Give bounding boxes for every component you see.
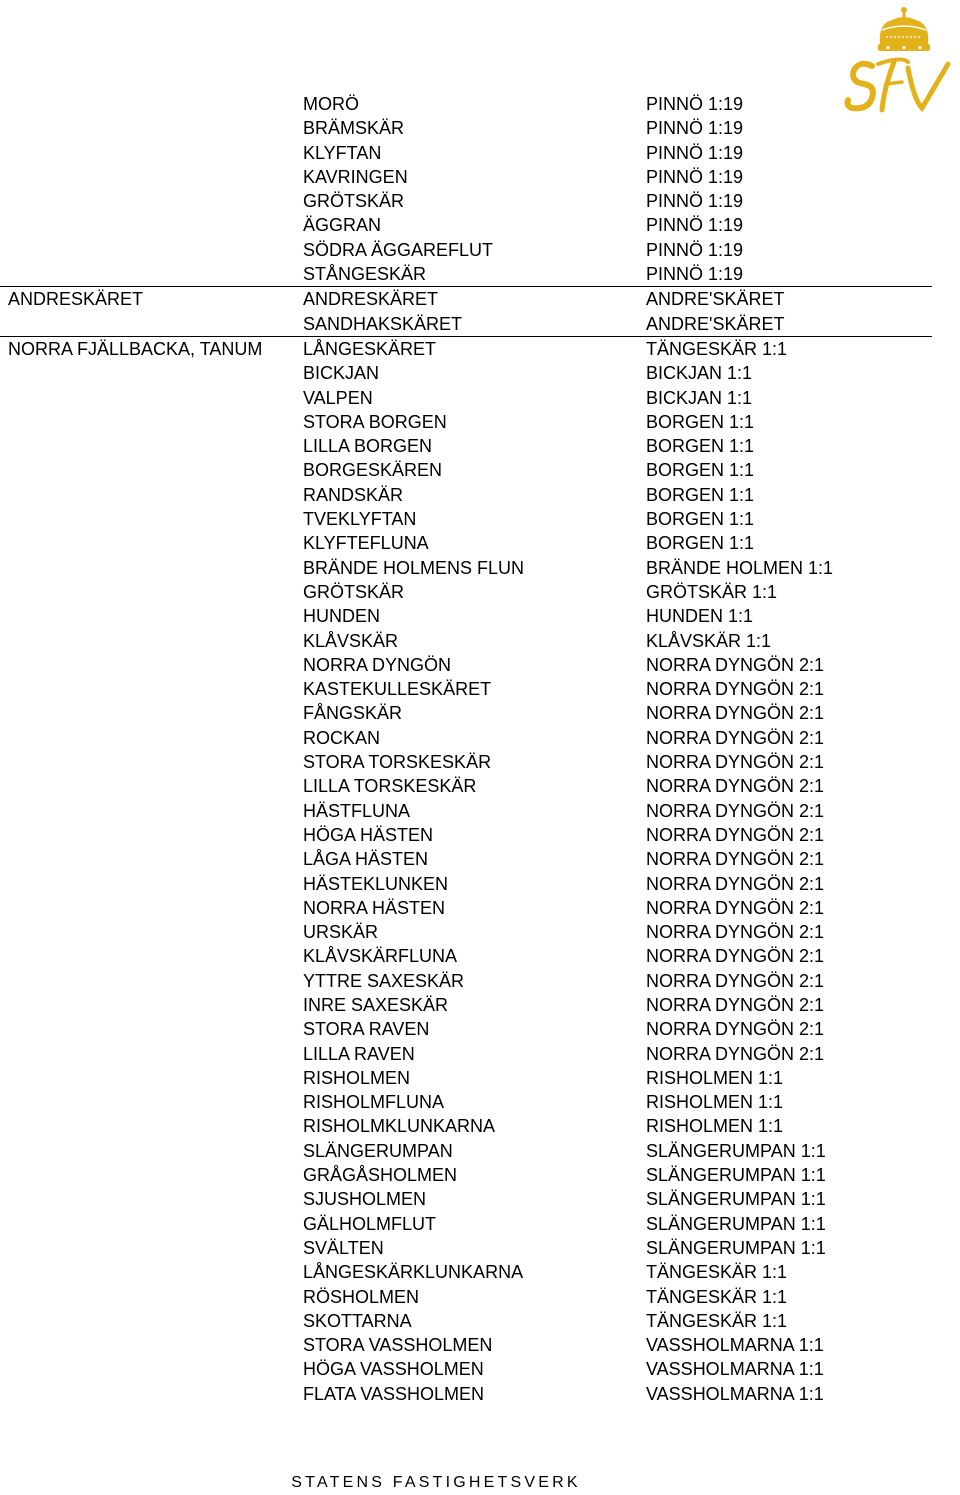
table-row	[0, 799, 932, 823]
property-cell: SLÄNGERUMPAN 1:1	[646, 1189, 826, 1210]
table-row	[0, 1382, 932, 1406]
property-cell: VASSHOLMARNA 1:1	[646, 1335, 824, 1356]
table-row	[0, 1357, 932, 1381]
island-name-cell: KASTEKULLESKÄRET	[303, 679, 492, 700]
island-name-cell: MORÖ	[303, 94, 359, 114]
table-row	[0, 238, 932, 262]
island-name-cell: URSKÄR	[303, 922, 379, 943]
island-name-cell: HUNDEN	[303, 606, 381, 627]
table-row	[0, 629, 932, 653]
table-row	[0, 1114, 932, 1138]
island-name-cell: SKOTTARNA	[303, 1310, 412, 1331]
property-cell: NORRA DYNGÖN 2:1	[646, 1043, 825, 1064]
table-row	[0, 262, 932, 286]
property-cell: PINNÖ 1:19	[646, 215, 744, 236]
island-name-cell: KLÅVSKÄRFLUNA	[303, 946, 458, 967]
table-row	[0, 116, 932, 140]
island-name-cell: YTTRE SAXESKÄR	[303, 970, 465, 991]
table-row	[0, 507, 932, 531]
property-cell: NORRA DYNGÖN 2:1	[646, 994, 825, 1015]
property-cell: NORRA DYNGÖN 2:1	[646, 897, 825, 918]
table-row	[0, 531, 932, 555]
property-cell: SLÄNGERUMPAN 1:1	[646, 1213, 826, 1234]
island-name-cell: SLÄNGERUMPAN	[303, 1140, 453, 1161]
island-name-cell: FÅNGSKÄR	[303, 703, 403, 724]
property-cell: PINNÖ 1:19	[646, 166, 744, 187]
property-cell: TÄNGESKÄR 1:1	[646, 338, 788, 359]
property-cell: RISHOLMEN 1:1	[646, 1116, 784, 1137]
property-cell: KLÅVSKÄR 1:1	[646, 630, 772, 651]
table-row	[0, 336, 932, 361]
island-name-cell: LÅNGESKÄRKLUNKARNA	[303, 1262, 524, 1283]
table-row	[0, 896, 932, 920]
table-row	[0, 1333, 932, 1357]
island-name-cell: NORRA DYNGÖN	[303, 654, 452, 675]
island-name-cell: GRÖTSKÄR	[303, 581, 405, 602]
island-name-cell: RISHOLMKLUNKARNA	[303, 1116, 496, 1137]
island-name-cell: SJUSHOLMEN	[303, 1189, 427, 1210]
property-cell: VASSHOLMARNA 1:1	[646, 1359, 824, 1380]
island-name-cell: RANDSKÄR	[303, 484, 404, 505]
island-name-cell: HÄSTEKLUNKEN	[303, 873, 449, 894]
property-cell: NORRA DYNGÖN 2:1	[646, 654, 825, 675]
property-cell: NORRA DYNGÖN 2:1	[646, 970, 825, 991]
property-cell: PINNÖ 1:19	[646, 118, 744, 139]
table-row	[0, 969, 932, 993]
table-row	[0, 701, 932, 725]
island-name-cell: RISHOLMFLUNA	[303, 1092, 445, 1113]
property-cell: RISHOLMEN 1:1	[646, 1067, 784, 1088]
property-cell: PINNÖ 1:19	[646, 142, 744, 163]
table-row	[0, 1285, 932, 1309]
property-cell: PINNÖ 1:19	[646, 239, 744, 260]
island-name-cell: SÖDRA ÄGGAREFLUT	[303, 239, 494, 260]
table-row	[0, 1066, 932, 1090]
table-row	[0, 920, 932, 944]
table-row	[0, 410, 932, 434]
table-row	[0, 1017, 932, 1041]
property-cell: BICKJAN 1:1	[646, 363, 753, 384]
table-row	[0, 677, 932, 701]
island-name-cell: GRÖTSKÄR	[303, 191, 405, 212]
island-name-cell: VALPEN	[303, 387, 373, 408]
island-name-cell: INRE SAXESKÄR	[303, 994, 449, 1015]
property-cell: SLÄNGERUMPAN 1:1	[646, 1237, 826, 1258]
property-cell: TÄNGESKÄR 1:1	[646, 1262, 788, 1283]
property-cell: HUNDEN 1:1	[646, 606, 754, 627]
table-row	[0, 286, 932, 311]
property-cell: BORGEN 1:1	[646, 436, 755, 457]
island-name-cell: SVÄLTEN	[303, 1237, 384, 1258]
island-name-cell: KAVRINGEN	[303, 166, 408, 187]
island-name-cell: LILLA RAVEN	[303, 1043, 415, 1064]
property-cell: PINNÖ 1:19	[646, 94, 744, 114]
island-name-cell: ÄGGRAN	[303, 215, 382, 236]
island-name-cell: KLÅVSKÄR	[303, 630, 399, 651]
table-row	[0, 944, 932, 968]
table-row	[0, 556, 932, 580]
island-name-cell: FLATA VASSHOLMEN	[303, 1383, 485, 1404]
property-cell: NORRA DYNGÖN 2:1	[646, 824, 825, 845]
area-cell: ANDRESKÄRET	[8, 289, 144, 310]
table-row	[0, 361, 932, 385]
island-name-cell: LÅNGESKÄRET	[303, 338, 437, 359]
island-name-cell: HÄSTFLUNA	[303, 800, 411, 821]
table-row	[0, 92, 932, 116]
area-cell: NORRA FJÄLLBACKA, TANUM	[8, 338, 263, 359]
island-name-cell: BRÄMSKÄR	[303, 118, 405, 139]
island-name-cell: GÄLHOLMFLUT	[303, 1213, 437, 1234]
island-name-cell: ANDRESKÄRET	[303, 289, 439, 310]
island-name-cell: STORA BORGEN	[303, 411, 447, 432]
island-name-cell: BRÄNDE HOLMENS FLUN	[303, 557, 525, 578]
island-name-cell: LILLA TORSKESKÄR	[303, 776, 477, 797]
property-cell: TÄNGESKÄR 1:1	[646, 1286, 788, 1307]
table-row	[0, 1260, 932, 1284]
island-name-cell: SANDHAKSKÄRET	[303, 313, 463, 334]
property-cell: ANDRE'SKÄRET	[646, 313, 785, 334]
table-row	[0, 726, 932, 750]
property-cell: NORRA DYNGÖN 2:1	[646, 679, 825, 700]
property-cell: PINNÖ 1:19	[646, 264, 744, 285]
property-cell: TÄNGESKÄR 1:1	[646, 1310, 788, 1331]
island-name-cell: LÅGA HÄSTEN	[303, 849, 429, 870]
island-name-cell: GRÅGÅSHOLMEN	[303, 1165, 458, 1186]
island-name-cell: TVEKLYFTAN	[303, 509, 417, 530]
table-row	[0, 386, 932, 410]
table-row	[0, 1163, 932, 1187]
island-name-cell: STÅNGESKÄR	[303, 264, 427, 285]
table-row	[0, 1187, 932, 1211]
property-cell: NORRA DYNGÖN 2:1	[646, 703, 825, 724]
table-row	[0, 823, 932, 847]
table-row	[0, 750, 932, 774]
property-cell: NORRA DYNGÖN 2:1	[646, 1019, 825, 1040]
property-cell: SLÄNGERUMPAN 1:1	[646, 1165, 826, 1186]
table-row	[0, 165, 932, 189]
table-row	[0, 847, 932, 871]
table-row	[0, 774, 932, 798]
island-name-cell: BORGESKÄREN	[303, 460, 443, 481]
table-row	[0, 213, 932, 237]
property-cell: BICKJAN 1:1	[646, 387, 753, 408]
footer-agency-name: STATENS FASTIGHETSVERK	[291, 1474, 581, 1491]
property-cell: BRÄNDE HOLMEN 1:1	[646, 557, 834, 578]
property-cell: GRÖTSKÄR 1:1	[646, 581, 778, 602]
property-cell: BORGEN 1:1	[646, 484, 755, 505]
island-name-cell: HÖGA HÄSTEN	[303, 824, 434, 845]
island-name-cell: ROCKAN	[303, 727, 381, 748]
table-row	[0, 1236, 932, 1260]
table-row	[0, 1139, 932, 1163]
table-row	[0, 653, 932, 677]
table-row	[0, 580, 932, 604]
table-row	[0, 1042, 932, 1066]
property-cell: BORGEN 1:1	[646, 509, 755, 530]
island-name-cell: BICKJAN	[303, 363, 380, 384]
island-name-cell: STORA RAVEN	[303, 1019, 430, 1040]
property-cell: SLÄNGERUMPAN 1:1	[646, 1140, 826, 1161]
property-cell: NORRA DYNGÖN 2:1	[646, 727, 825, 748]
island-name-cell: RÖSHOLMEN	[303, 1286, 420, 1307]
island-name-cell: LILLA BORGEN	[303, 436, 433, 457]
property-cell: NORRA DYNGÖN 2:1	[646, 800, 825, 821]
table-row	[0, 604, 932, 628]
island-name-cell: NORRA HÄSTEN	[303, 897, 446, 918]
property-cell: NORRA DYNGÖN 2:1	[646, 776, 825, 797]
table-row	[0, 872, 932, 896]
island-name-cell: RISHOLMEN	[303, 1067, 411, 1088]
property-cell: ANDRE'SKÄRET	[646, 289, 785, 310]
table-row	[0, 1212, 932, 1236]
table-row	[0, 189, 932, 213]
island-name-cell: KLYFTEFLUNA	[303, 533, 429, 554]
property-cell: BORGEN 1:1	[646, 411, 755, 432]
property-cell: PINNÖ 1:19	[646, 191, 744, 212]
table-row	[0, 141, 932, 165]
property-cell: BORGEN 1:1	[646, 460, 755, 481]
table-row	[0, 1309, 932, 1333]
table-row	[0, 993, 932, 1017]
property-cell: NORRA DYNGÖN 2:1	[646, 873, 825, 894]
island-name-cell: STORA VASSHOLMEN	[303, 1335, 493, 1356]
property-cell: NORRA DYNGÖN 2:1	[646, 946, 825, 967]
table-row	[0, 458, 932, 482]
property-cell: NORRA DYNGÖN 2:1	[646, 752, 825, 773]
property-cell: BORGEN 1:1	[646, 533, 755, 554]
island-name-cell: STORA TORSKESKÄR	[303, 752, 492, 773]
property-cell: NORRA DYNGÖN 2:1	[646, 849, 825, 870]
property-cell: NORRA DYNGÖN 2:1	[646, 922, 825, 943]
table-row	[0, 312, 932, 336]
property-cell: RISHOLMEN 1:1	[646, 1092, 784, 1113]
table-row	[0, 434, 932, 458]
table-row	[0, 1090, 932, 1114]
property-table	[0, 92, 932, 1406]
island-name-cell: KLYFTAN	[303, 142, 382, 163]
island-name-cell: HÖGA VASSHOLMEN	[303, 1359, 484, 1380]
table-row	[0, 483, 932, 507]
property-cell: VASSHOLMARNA 1:1	[646, 1383, 824, 1404]
